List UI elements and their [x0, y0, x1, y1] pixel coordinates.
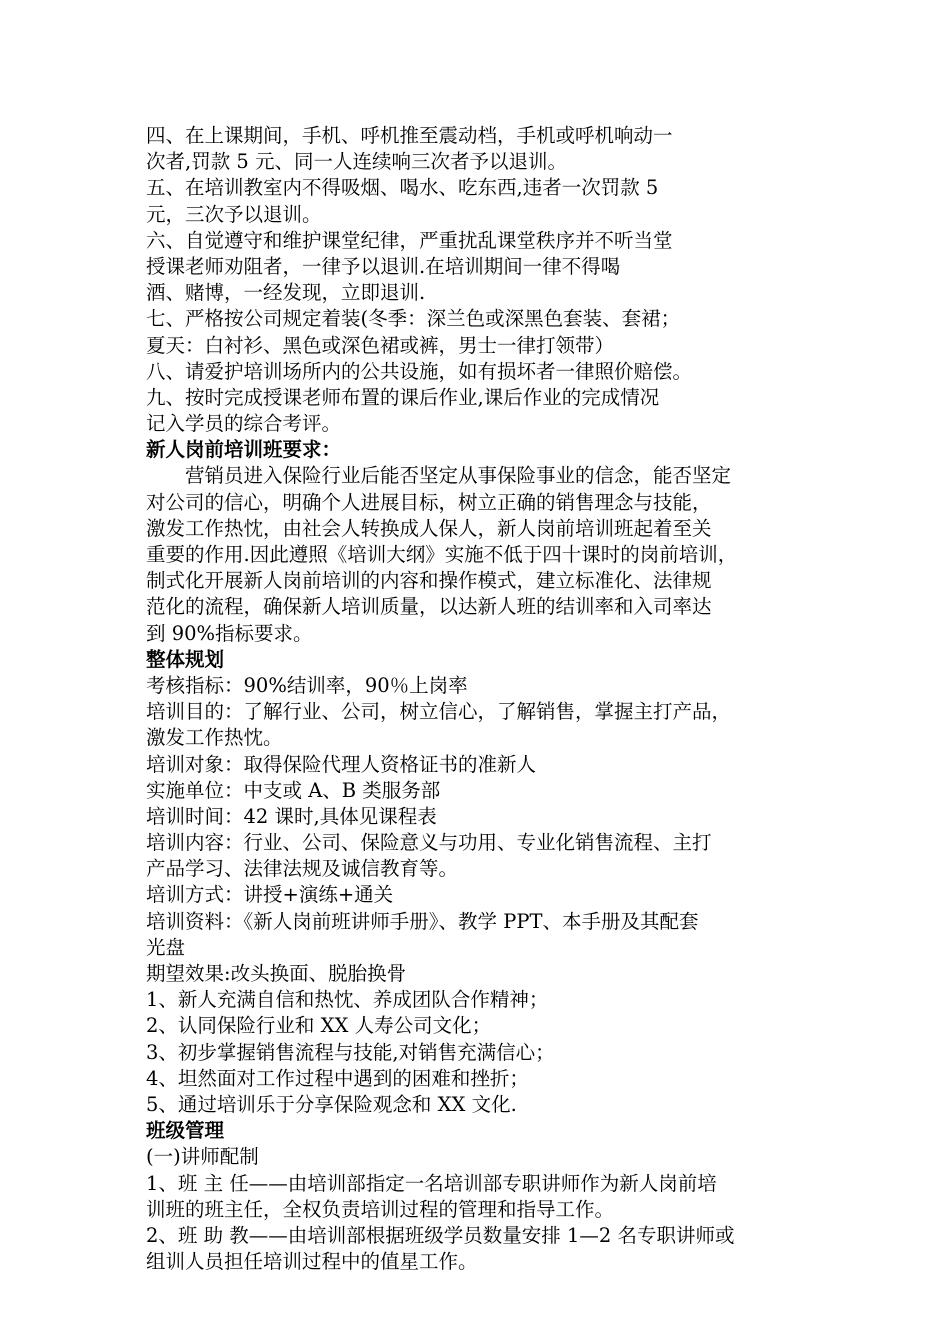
- plan-line: 培训对象：取得保险代理人资格证书的准新人: [146, 752, 537, 776]
- plan-line: 培训内容：行业、公司、保险意义与功用、专业化销售流程、主打: [146, 831, 712, 855]
- rule-line: 授课老师劝阻者，一律予以退训.在培训期间一律不得喝: [146, 254, 621, 278]
- plan-line: 实施单位：中支或 A、B 类服务部: [146, 778, 441, 802]
- plan-line: 培训时间：42 课时,具体见课程表: [146, 804, 437, 828]
- paragraph-line: 范化的流程，确保新人培训质量，以达新人班的结训率和入司率达: [146, 595, 712, 619]
- rule-line: 夏天：白衬衫、黑色或深色裙或裤，男士一律打领带）: [146, 333, 615, 357]
- plan-line: 期望效果:改头换面、脱胎换骨: [146, 962, 407, 985]
- plan-line: 培训资料：《新人岗前班讲师手册》、教学 PPT、本手册及其配套: [146, 909, 699, 933]
- rule-line: 次者,罚款 5 元、同一人连续响三次者予以退训。: [146, 150, 568, 174]
- paragraph-line: 对公司的信心，明确个人进展目标，树立正确的销售理念与技能，: [146, 490, 712, 514]
- plan-line: 5、通过培训乐于分享保险观念和 XX 文化.: [146, 1092, 517, 1116]
- plan-line: 培训目的：了解行业、公司，树立信心，了解销售，掌握主打产品，: [146, 700, 732, 724]
- plan-line: 产品学习、法律法规及诚信教育等。: [146, 857, 459, 881]
- rule-line: 五、在培训教室内不得吸烟、喝水、吃东西,违者一次罚款 5: [146, 176, 659, 200]
- plan-line: 培训方式：讲授+演练+通关: [146, 883, 394, 907]
- plan-line: 光盘: [146, 935, 186, 959]
- paragraph-line: 到 90%指标要求。: [146, 621, 313, 645]
- management-line: 2、班 助 教——由培训部根据班级学员数量安排 1—2 名专职讲师或: [146, 1223, 735, 1247]
- rule-line: 八、请爱护培训场所内的公共设施，如有损坏者一律照价赔偿。: [146, 359, 693, 383]
- section-heading-requirements: 新人岗前培训班要求：: [146, 438, 342, 462]
- paragraph-line: 激发工作热忱，由社会人转换成人保人，新人岗前培训班起着至关: [146, 516, 712, 540]
- management-line: 组训人员担任培训过程中的值星工作。: [146, 1250, 478, 1274]
- management-line: 训班的班主任，全权负责培训过程的管理和指导工作。: [146, 1197, 615, 1221]
- paragraph-line: 营销员进入保险行业后能否坚定从事保险事业的信念，能否坚定: [185, 464, 732, 488]
- plan-line: 3、初步掌握销售流程与技能,对销售充满信心；: [146, 1040, 555, 1064]
- management-line: (一)讲师配制: [146, 1145, 259, 1169]
- management-line: 1、班 主 任——由培训部指定一名培训部专职讲师作为新人岗前培: [146, 1171, 717, 1195]
- rule-line: 酒、赌博，一经发现，立即退训.: [146, 281, 426, 305]
- plan-line: 4、坦然面对工作过程中遇到的困难和挫折；: [146, 1066, 529, 1090]
- document-page: [146, 123, 816, 1275]
- plan-line: 1、新人充满自信和热忱、养成团队合作精神；: [146, 988, 549, 1012]
- plan-line: 2、认同保险行业和 XX 人寿公司文化；: [146, 1014, 492, 1038]
- section-heading-overall-plan: 整体规划: [146, 647, 225, 671]
- paragraph-line: 重要的作用.因此遵照《培训大纲》实施不低于四十课时的岗前培训，: [146, 543, 738, 566]
- rule-line: 六、自觉遵守和维护课堂纪律，严重扰乱课堂秩序并不听当堂: [146, 228, 673, 252]
- rule-line: 七、严格按公司规定着装(冬季：深兰色或深黑色套装、套裙；: [146, 307, 681, 331]
- section-heading-class-management: 班级管理: [146, 1119, 225, 1143]
- rule-line: 记入学员的综合考评。: [146, 412, 342, 436]
- rule-line: 九、按时完成授课老师布置的课后作业,课后作业的完成情况: [146, 385, 660, 409]
- plan-line: 考核指标：90%结训率，90％上岗率: [146, 673, 468, 697]
- rule-line: 四、在上课期间，手机、呼机推至震动档，手机或呼机响动一: [146, 124, 673, 147]
- paragraph-line: 制式化开展新人岗前培训的内容和操作模式，建立标准化、法律规: [146, 569, 712, 593]
- plan-line: 激发工作热忱。: [146, 726, 283, 750]
- rule-line: 元，三次予以退训。: [146, 202, 322, 226]
